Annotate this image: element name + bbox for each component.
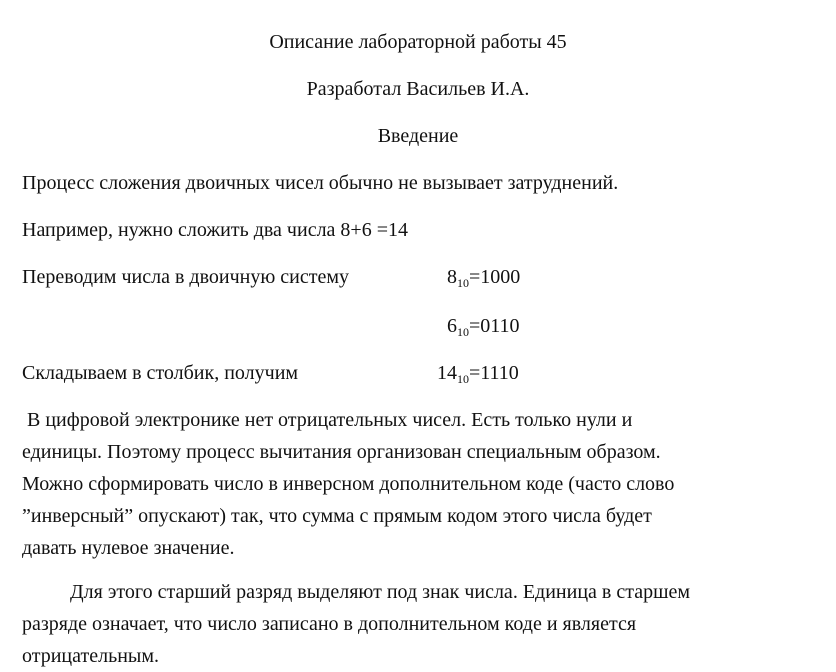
paragraph1-line4: ”инверсный” опускают) так, что сумма с прямым кодом этого числа будет [22,505,652,527]
formula-base: 10 [457,276,469,290]
paragraph2-line3: отрицательным. [22,645,160,667]
example-text: Например, нужно сложить два числа 8+6 =14 [22,219,408,241]
formula-number: 6 [447,315,457,337]
paragraph1-line2: единицы. Поэтому процесс вычитания организован специальным образом. [22,441,661,463]
formula-base: 10 [457,372,469,386]
formula-base: 10 [457,325,469,339]
intro-text: Процесс сложения двоичных чисел обычно не вызывает затруднений. [22,172,619,194]
formula-result: =1110 [469,362,519,384]
formula-result: =1000 [469,266,521,288]
formula-number: 14 [437,362,457,384]
paragraph2-line2: разряде означает, что число записано в дополнительном коде и является [22,613,637,635]
formula-14-binary [437,361,519,385]
paragraph1-line3: Можно сформировать число в инверсном дополнительном коде (часто слово [22,473,675,495]
formula-6-binary [447,314,520,338]
paragraph1-line1: В цифровой электронике нет отрицательных чисел. Есть только нули и [22,409,633,431]
section-heading: Введение [377,125,459,147]
sum-label: Складываем в столбик, получим [22,362,299,384]
formula-number: 8 [447,266,457,288]
convert-label: Переводим числа в двоичную систему [22,266,350,288]
paragraph2-line1: Для этого старший разряд выделяют под знак числа. Единица в старшем [70,581,691,603]
formula-8-binary [447,265,520,289]
formula-result: =0110 [469,315,520,337]
document-title: Описание лабораторной работы 45 [269,31,567,53]
author-line: Разработал Васильев И.А. [306,78,530,100]
paragraph1-line5: давать нулевое значение. [22,537,235,559]
